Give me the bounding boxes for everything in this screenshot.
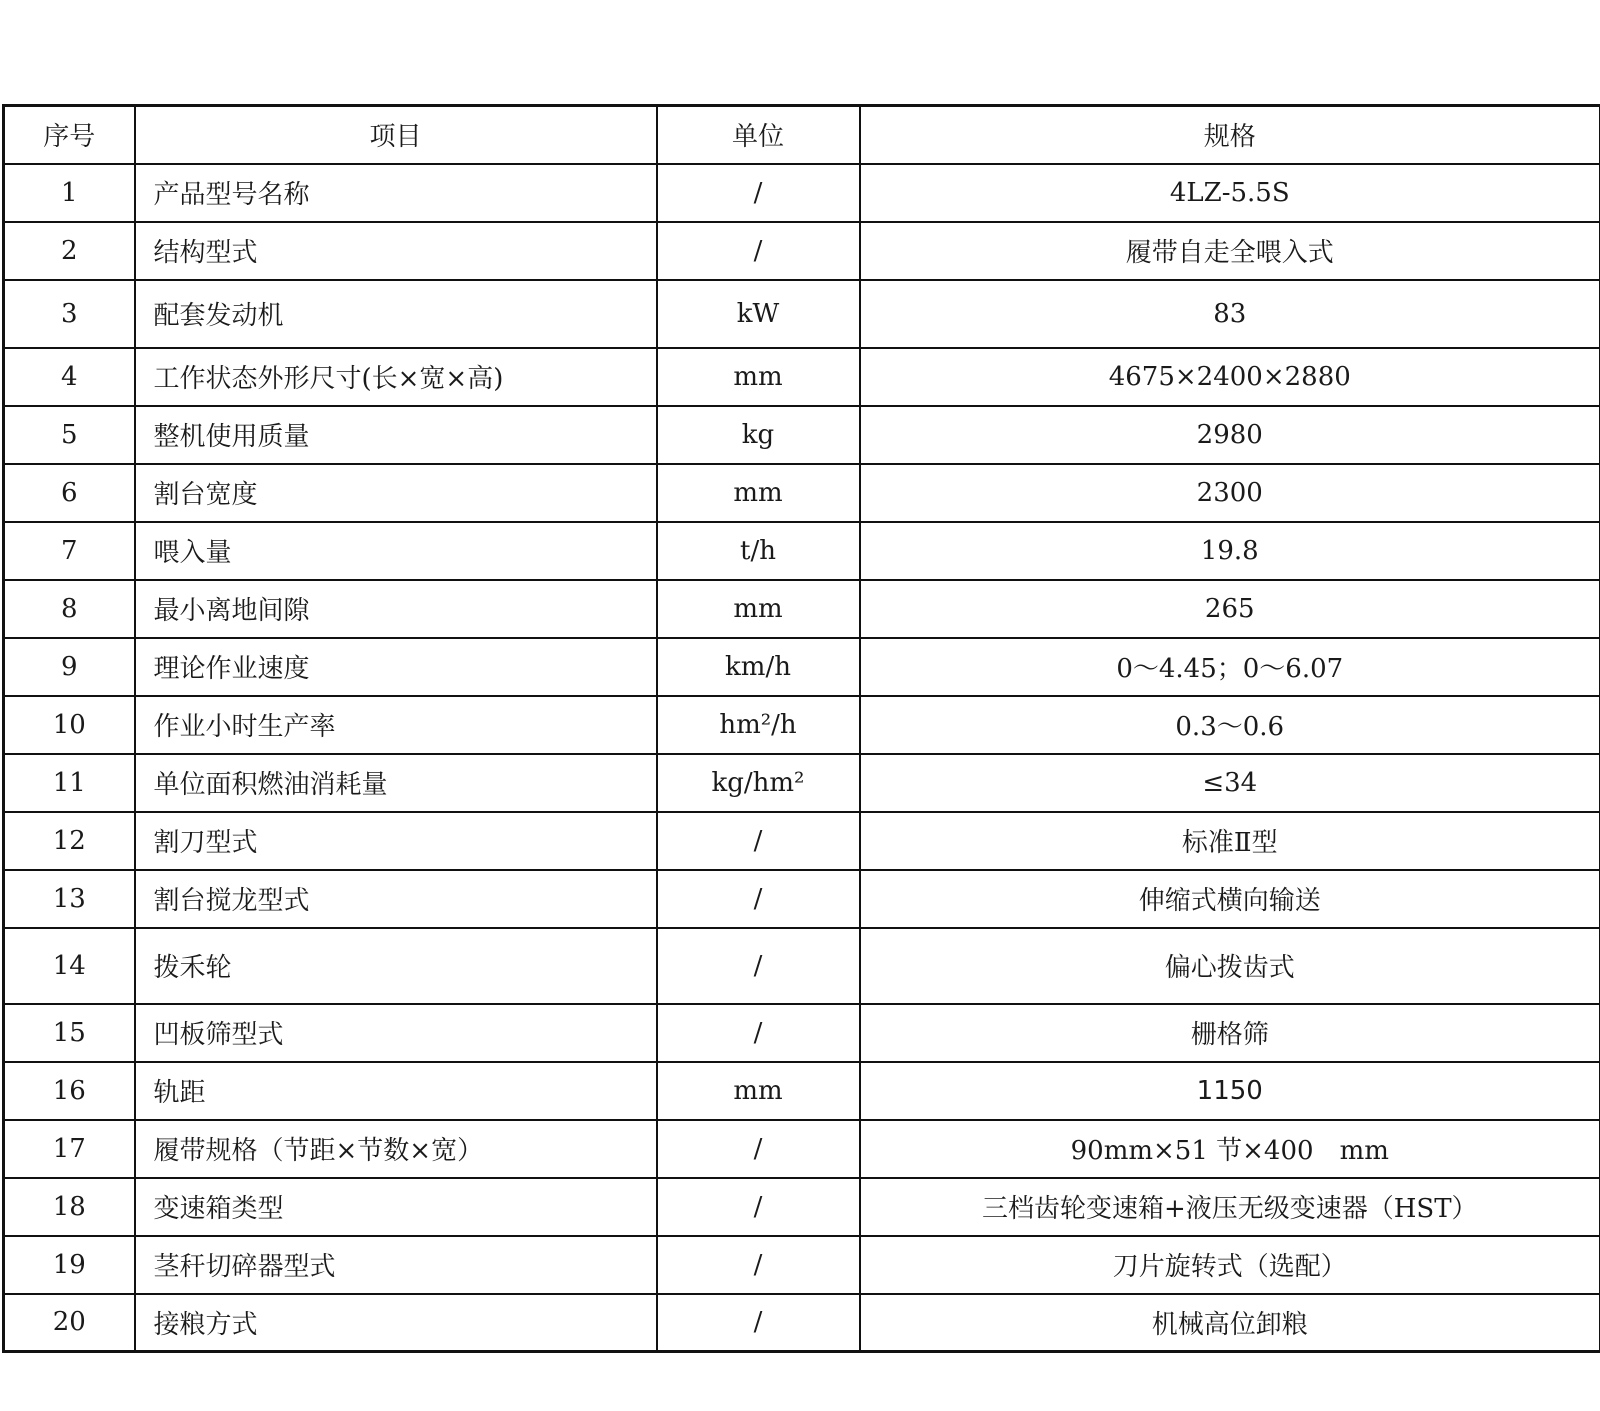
row-index-cell: 18 (4, 1178, 135, 1236)
row-index-cell: 8 (4, 580, 135, 638)
row-unit-cell: kW (657, 280, 860, 348)
row-index-cell: 7 (4, 522, 135, 580)
table-row (4, 164, 1600, 222)
row-spec-cell: 4675×2400×2880 (860, 348, 1600, 406)
row-spec-cell: ≤34 (860, 754, 1600, 812)
header-index: 序号 (4, 106, 135, 164)
row-spec-cell: 83 (860, 280, 1600, 348)
row-unit-cell: mm (657, 464, 860, 522)
row-item-cell: 结构型式 (135, 222, 657, 280)
row-index-cell: 12 (4, 812, 135, 870)
table-row (4, 638, 1600, 696)
table-row (4, 754, 1600, 812)
row-index-cell: 14 (4, 928, 135, 1004)
table-row (4, 1062, 1600, 1120)
row-index-cell: 15 (4, 1004, 135, 1062)
row-spec-cell: 265 (860, 580, 1600, 638)
row-spec-cell: 1150 (860, 1062, 1600, 1120)
row-spec-cell: 0.3～0.6 (860, 696, 1600, 754)
row-item-cell: 产品型号名称 (135, 164, 657, 222)
row-index-cell: 20 (4, 1294, 135, 1352)
row-spec-cell: 4LZ-5.5S (860, 164, 1600, 222)
row-index-cell: 13 (4, 870, 135, 928)
spec-table (2, 104, 1600, 1353)
row-item-cell: 割台搅龙型式 (135, 870, 657, 928)
row-unit-cell: / (657, 812, 860, 870)
header-spec: 规格 (860, 106, 1600, 164)
row-unit-cell: mm (657, 1062, 860, 1120)
table-row (4, 1236, 1600, 1294)
row-unit-cell: t/h (657, 522, 860, 580)
row-spec-cell: 标准Ⅱ型 (860, 812, 1600, 870)
row-spec-cell: 三档齿轮变速箱+液压无级变速器（HST） (860, 1178, 1600, 1236)
row-spec-cell: 栅格筛 (860, 1004, 1600, 1062)
row-spec-cell: 0～4.45；0～6.07 (860, 638, 1600, 696)
row-index-cell: 3 (4, 280, 135, 348)
row-unit-cell: / (657, 1294, 860, 1352)
row-unit-cell: / (657, 928, 860, 1004)
row-unit-cell: km/h (657, 638, 860, 696)
table-row (4, 928, 1600, 1004)
table-row (4, 1294, 1600, 1352)
row-unit-cell: hm²/h (657, 696, 860, 754)
table-row (4, 348, 1600, 406)
row-unit-cell: / (657, 870, 860, 928)
row-index-cell: 10 (4, 696, 135, 754)
row-spec-cell: 90mm×51 节×400 mm (860, 1120, 1600, 1178)
row-spec-cell: 机械高位卸粮 (860, 1294, 1600, 1352)
table-row (4, 812, 1600, 870)
row-spec-cell: 履带自走全喂入式 (860, 222, 1600, 280)
row-index-cell: 11 (4, 754, 135, 812)
row-unit-cell: / (657, 1004, 860, 1062)
row-item-cell: 割刀型式 (135, 812, 657, 870)
row-index-cell: 5 (4, 406, 135, 464)
row-index-cell: 4 (4, 348, 135, 406)
row-spec-cell: 刀片旋转式（选配） (860, 1236, 1600, 1294)
row-item-cell: 变速箱类型 (135, 1178, 657, 1236)
row-spec-cell: 19.8 (860, 522, 1600, 580)
row-item-cell: 喂入量 (135, 522, 657, 580)
row-unit-cell: / (657, 1178, 860, 1236)
table-row (4, 870, 1600, 928)
row-index-cell: 9 (4, 638, 135, 696)
row-item-cell: 茎秆切碎器型式 (135, 1236, 657, 1294)
row-spec-cell: 2300 (860, 464, 1600, 522)
row-spec-cell: 2980 (860, 406, 1600, 464)
row-item-cell: 轨距 (135, 1062, 657, 1120)
header-item: 项目 (135, 106, 657, 164)
row-item-cell: 单位面积燃油消耗量 (135, 754, 657, 812)
header-unit: 单位 (657, 106, 860, 164)
row-item-cell: 理论作业速度 (135, 638, 657, 696)
row-item-cell: 整机使用质量 (135, 406, 657, 464)
table-body (4, 164, 1600, 1352)
row-spec-cell: 偏心拨齿式 (860, 928, 1600, 1004)
row-item-cell: 配套发动机 (135, 280, 657, 348)
table-row (4, 522, 1600, 580)
table-row (4, 406, 1600, 464)
row-index-cell: 19 (4, 1236, 135, 1294)
row-index-cell: 6 (4, 464, 135, 522)
row-item-cell: 割台宽度 (135, 464, 657, 522)
row-unit-cell: / (657, 222, 860, 280)
row-index-cell: 1 (4, 164, 135, 222)
row-unit-cell: kg/hm² (657, 754, 860, 812)
row-item-cell: 履带规格（节距×节数×宽） (135, 1120, 657, 1178)
table-row (4, 580, 1600, 638)
row-item-cell: 接粮方式 (135, 1294, 657, 1352)
table-row (4, 1004, 1600, 1062)
row-unit-cell: kg (657, 406, 860, 464)
row-unit-cell: / (657, 1120, 860, 1178)
row-unit-cell: mm (657, 348, 860, 406)
table-row (4, 1178, 1600, 1236)
table-row (4, 696, 1600, 754)
row-item-cell: 作业小时生产率 (135, 696, 657, 754)
row-item-cell: 拨禾轮 (135, 928, 657, 1004)
row-item-cell: 工作状态外形尺寸(长×宽×高) (135, 348, 657, 406)
row-unit-cell: mm (657, 580, 860, 638)
row-item-cell: 凹板筛型式 (135, 1004, 657, 1062)
row-index-cell: 2 (4, 222, 135, 280)
header-row (4, 106, 1600, 164)
row-unit-cell: / (657, 164, 860, 222)
table-row (4, 222, 1600, 280)
row-item-cell: 最小离地间隙 (135, 580, 657, 638)
row-spec-cell: 伸缩式横向输送 (860, 870, 1600, 928)
table-row (4, 464, 1600, 522)
row-index-cell: 17 (4, 1120, 135, 1178)
table-row (4, 280, 1600, 348)
row-unit-cell: / (657, 1236, 860, 1294)
table-row (4, 1120, 1600, 1178)
row-index-cell: 16 (4, 1062, 135, 1120)
